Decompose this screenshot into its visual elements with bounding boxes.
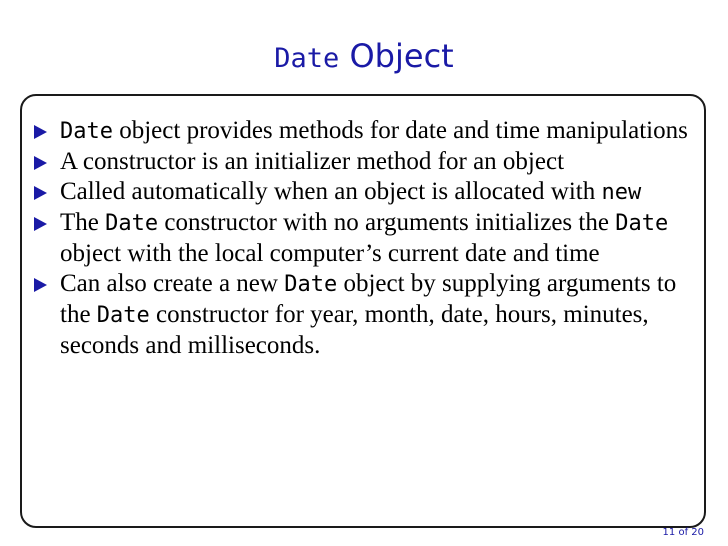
bullet-item (34, 116, 702, 147)
inline-code: new (601, 180, 642, 205)
bullet-text: Can also create a new (60, 270, 285, 297)
inline-code: Date (96, 303, 150, 328)
bullet-text: The (60, 209, 106, 236)
bullet-item (34, 269, 702, 361)
bullet-item (34, 177, 702, 208)
slide-title (0, 34, 728, 81)
bullet-text: object by supplying arguments to the (60, 270, 677, 328)
bullet-text: object provides methods for date and time manipulations (112, 117, 688, 144)
bullet-text: A constructor is an initializer method for an object (60, 148, 565, 175)
bullet-list (34, 116, 702, 361)
bullet-text: Called automatically when an object is allocated with (60, 178, 602, 205)
bullet-arrow-icon (34, 278, 47, 292)
inline-code: Date (284, 272, 338, 297)
slide-title-code: Date (274, 43, 340, 74)
bullet-arrow-icon (34, 217, 47, 231)
bullet-text: object with the local computer’s current date and time (60, 240, 600, 267)
bullet-text: constructor with no arguments initializes the (158, 209, 616, 236)
bullet-arrow-icon (34, 186, 47, 200)
bullet-item (34, 208, 702, 269)
page-number: 11 of 20 (662, 527, 704, 538)
bullet-arrow-icon (34, 125, 47, 139)
bullet-text: constructor for year, month, date, hours, minutes, seconds and milliseconds. (60, 301, 649, 359)
slide-title-text: Object (349, 37, 454, 75)
bullet-arrow-icon (34, 156, 47, 170)
inline-code: Date (615, 211, 669, 236)
bullet-item (34, 147, 702, 177)
inline-code: Date (105, 211, 159, 236)
inline-code: Date (60, 119, 113, 144)
